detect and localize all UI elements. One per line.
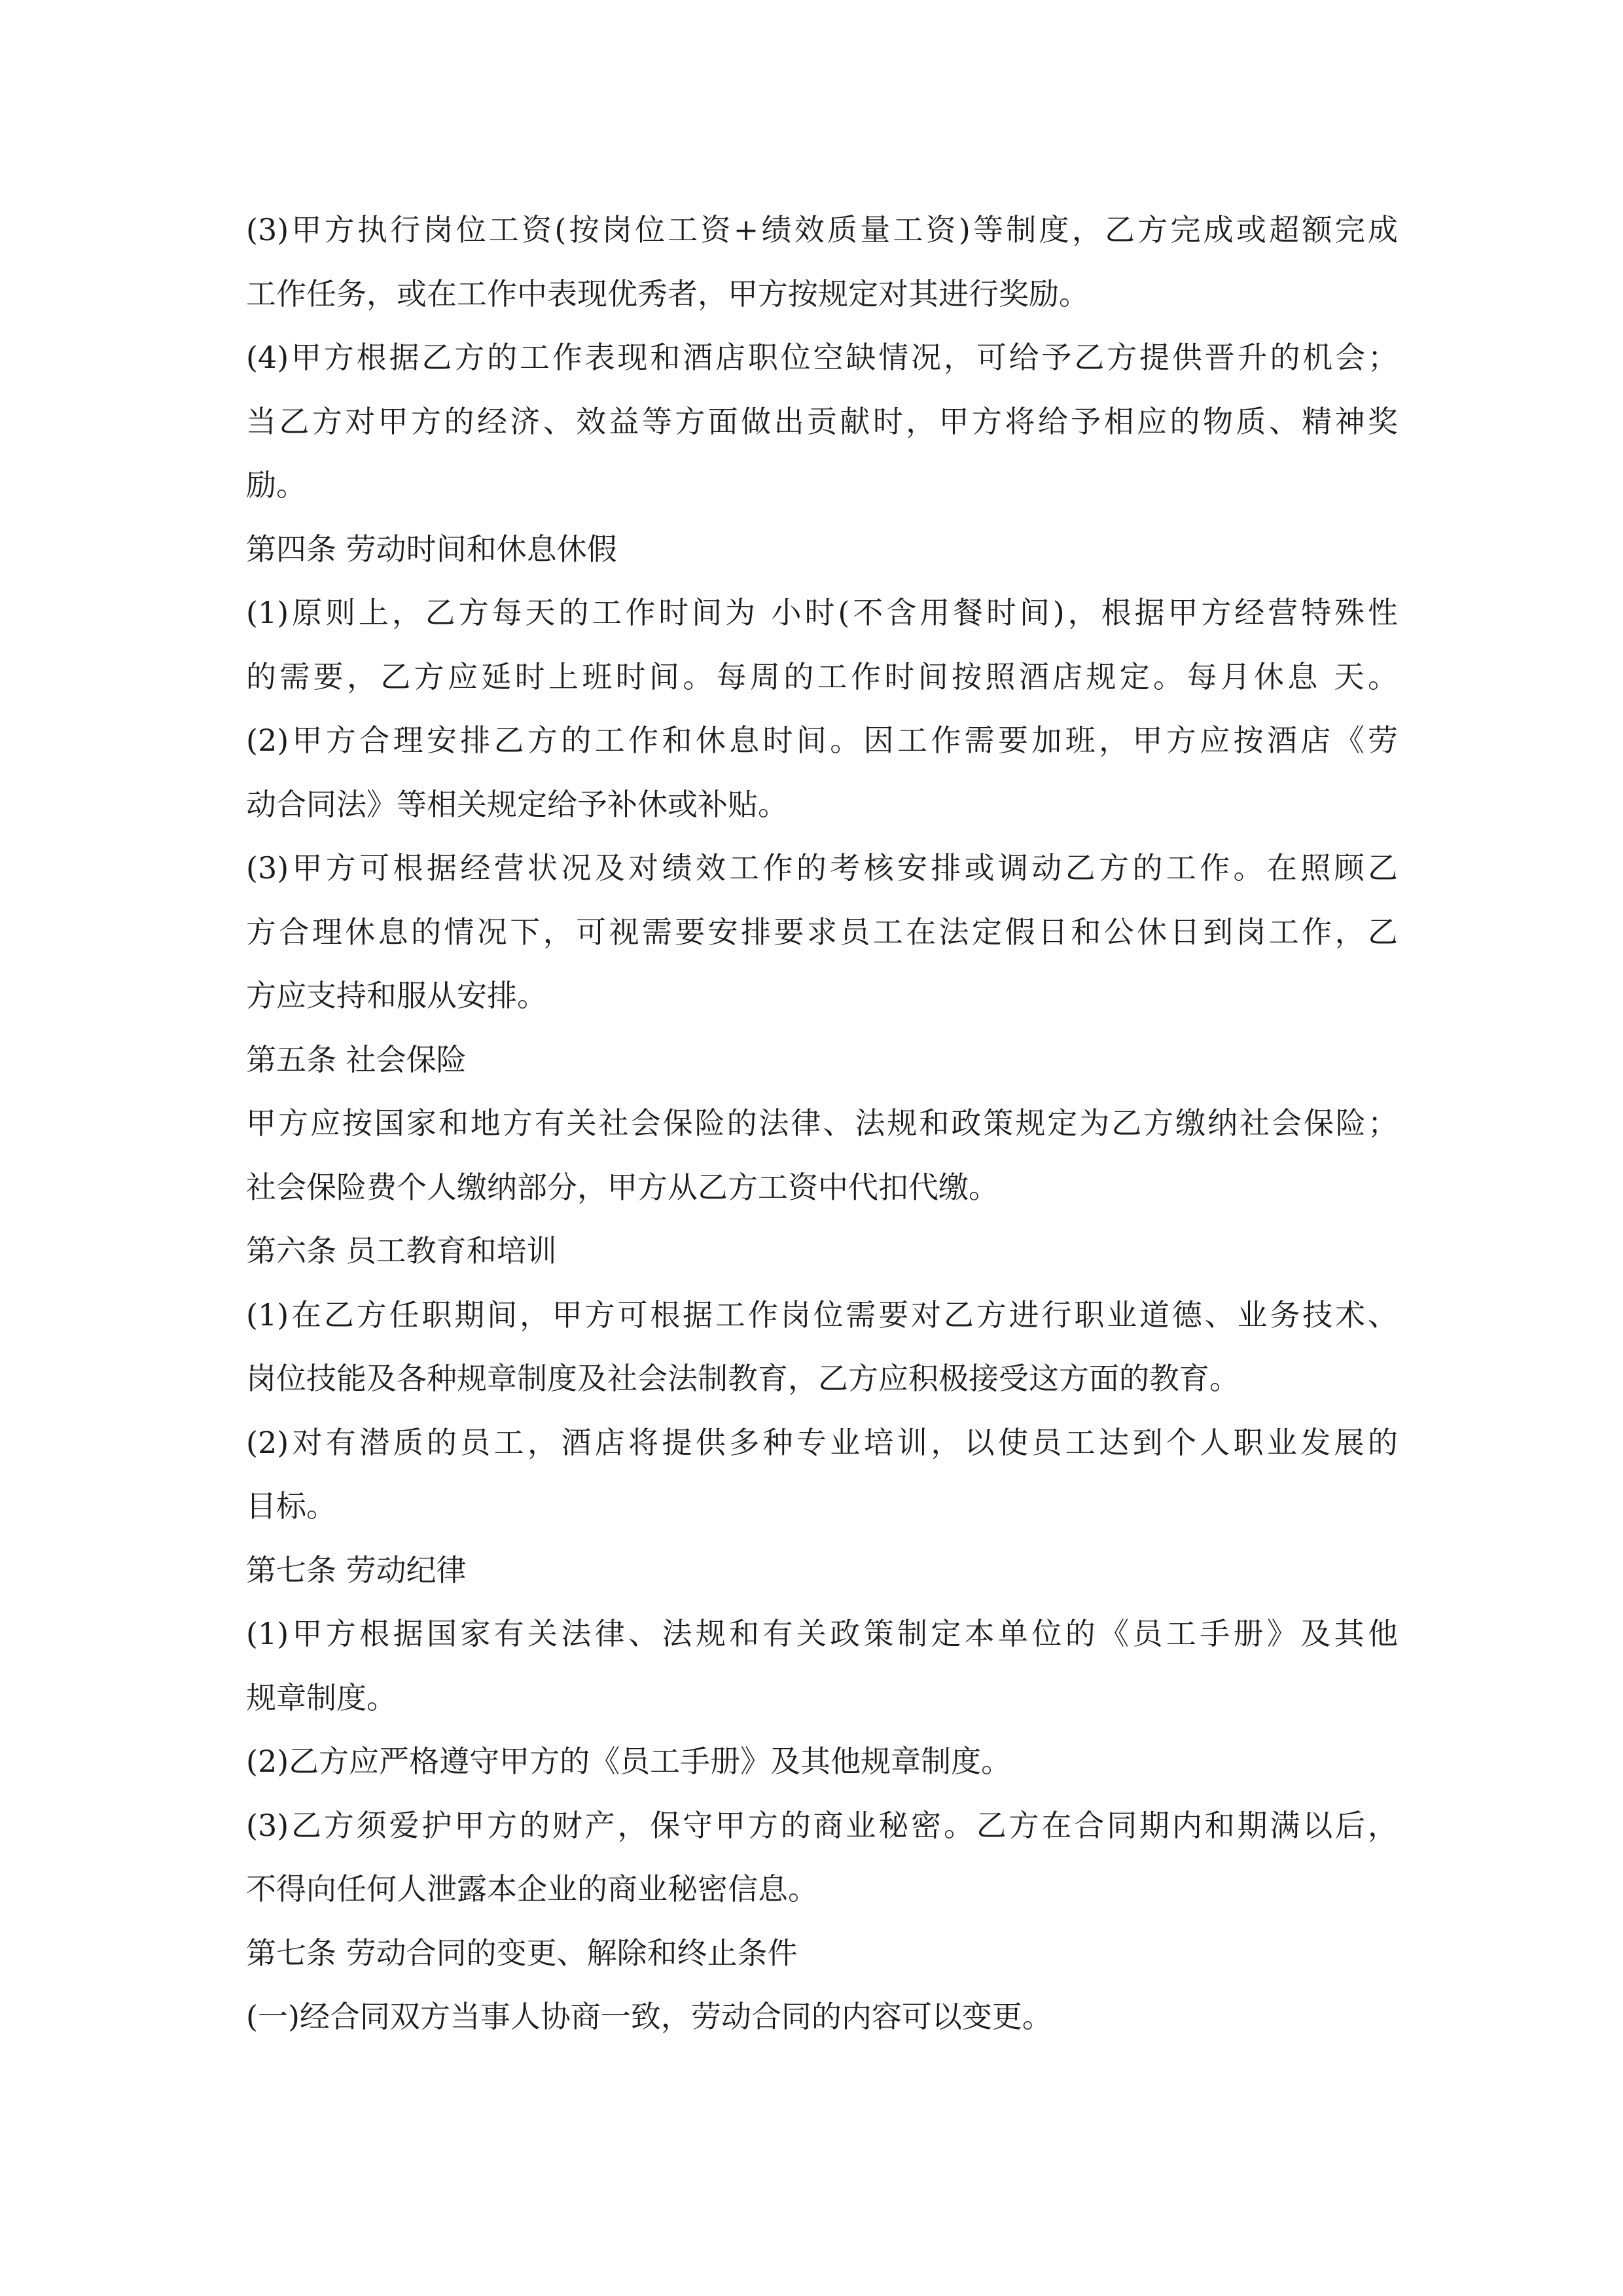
text-line: 方应支持和服从安排。 <box>246 978 547 1013</box>
section-heading: 第七条 劳动合同的变更、解除和终止条件 <box>246 1935 798 1971</box>
text-line: 岗位技能及各种规章制度及社会法制教育，乙方应积极接受这方面的教育。 <box>246 1361 1240 1396</box>
text-line: (1)甲方根据国家有关法律、法规和有关政策制定本单位的《员工手册》及其他 <box>246 1616 1398 1651</box>
text-line: 工作任务，或在工作中表现优秀者，甲方按规定对其进行奖励。 <box>246 276 1089 312</box>
text-line: 当乙方对甲方的经济、效益等方面做出贡献时，甲方将给予相应的物质、精神奖 <box>246 403 1398 439</box>
text-line: (4)甲方根据乙方的工作表现和酒店职位空缺情况，可给予乙方提供晋升的机会； <box>246 340 1398 375</box>
text-line: 不得向任何人泄露本企业的商业秘密信息。 <box>246 1871 818 1907</box>
text-line: 规章制度。 <box>246 1679 397 1715</box>
section-heading: 第五条 社会保险 <box>246 1041 467 1077</box>
text-line: (一)经合同双方当事人协商一致，劳动合同的内容可以变更。 <box>246 1999 1052 2034</box>
text-line: 励。 <box>246 467 306 503</box>
text-line: (1)原则上，乙方每天的工作时间为 小时(不含用餐时间)，根据甲方经营特殊性 <box>246 595 1398 630</box>
text-line: 方合理休息的情况下，可视需要安排要求员工在法定假日和公休日到岗工作，乙 <box>246 914 1398 950</box>
text-line: 目标。 <box>246 1488 336 1524</box>
text-line: (3)甲方执行岗位工资(按岗位工资+绩效质量工资)等制度，乙方完成或超额完成 <box>246 212 1398 247</box>
text-line: (2)乙方应严格遵守甲方的《员工手册》及其他规章制度。 <box>246 1744 1012 1779</box>
text-line: 的需要，乙方应延时上班时间。每周的工作时间按照酒店规定。每月休息 天。 <box>246 658 1398 694</box>
text-line: 社会保险费个人缴纳部分，甲方从乙方工资中代扣代缴。 <box>246 1169 999 1205</box>
text-line: 甲方应按国家和地方有关社会保险的法律、法规和政策规定为乙方缴纳社会保险； <box>246 1105 1398 1141</box>
section-heading: 第四条 劳动时间和休息休假 <box>246 531 617 567</box>
section-heading: 第六条 员工教育和培训 <box>246 1233 557 1268</box>
text-line: (2)甲方合理安排乙方的工作和休息时间。因工作需要加班，甲方应按酒店《劳 <box>246 723 1398 758</box>
contract-body-text <box>246 198 1398 2049</box>
text-line: 动合同法》等相关规定给予补休或补贴。 <box>246 786 788 822</box>
text-line: (2)对有潜质的员工，酒店将提供多种专业培训，以使员工达到个人职业发展的 <box>246 1424 1398 1460</box>
text-line: (3)甲方可根据经营状况及对绩效工作的考核安排或调动乙方的工作。在照顾乙 <box>246 850 1398 886</box>
section-heading: 第七条 劳动纪律 <box>246 1552 467 1588</box>
text-line: (3)乙方须爱护甲方的财产，保守甲方的商业秘密。乙方在合同期内和期满以后， <box>246 1807 1398 1843</box>
text-line: (1)在乙方任职期间，甲方可根据工作岗位需要对乙方进行职业道德、业务技术、 <box>246 1297 1398 1333</box>
